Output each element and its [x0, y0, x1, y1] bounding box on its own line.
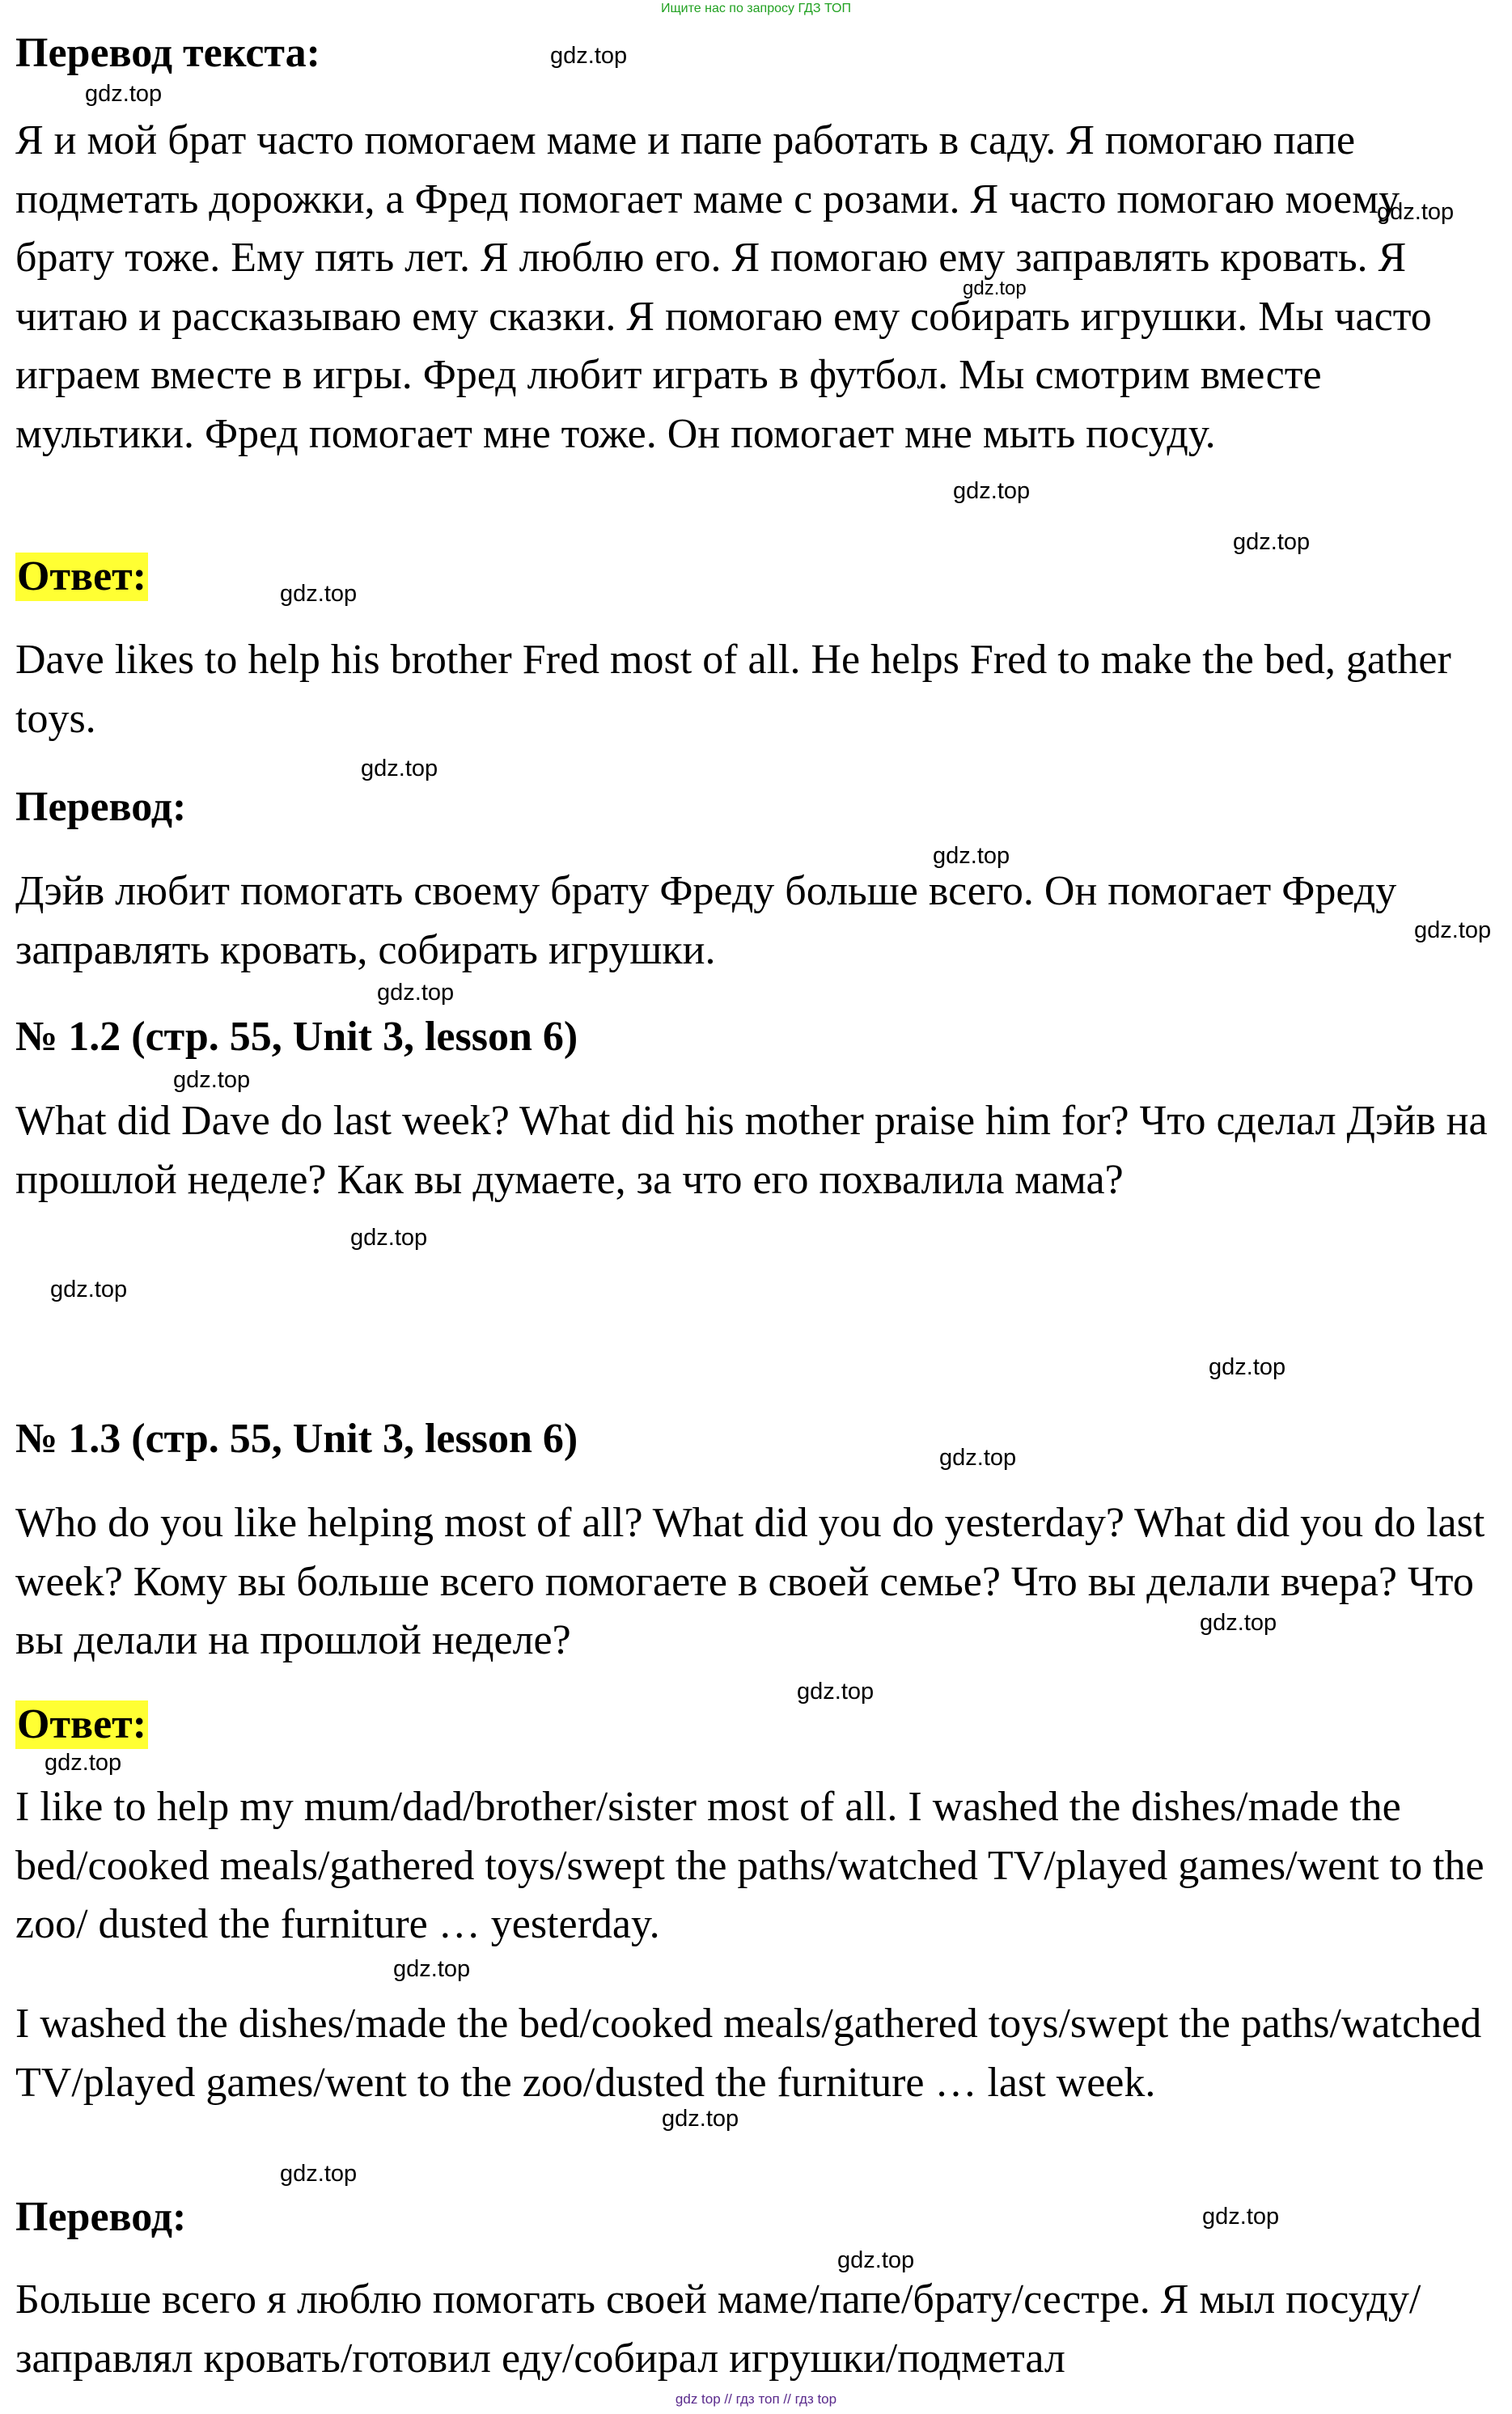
answer2-body-2: [15, 1995, 1496, 2112]
perevod-heading: Перевод:: [15, 784, 187, 830]
perevod1-section: [15, 783, 1496, 832]
perevod-heading: Перевод:: [15, 2194, 187, 2240]
answer-label: Ответ:: [17, 553, 147, 599]
watermark: gdz.top: [1377, 199, 1455, 225]
watermark: gdz.top: [933, 843, 1010, 869]
translation-text: Я и мой брат часто помогаем маме и папе работать в саду. Я помогаю папе подметать дорожки, а Фред помогает маме с розами. Я часто помогаю моему брату тоже. Ему пять лет. Я люблю его. Я помогаю ему заправлять кровать. Я читаю и рассказываю ему сказки. Я помогаю ему собирать игрушки. Мы часто играем вместе в игры. Фред любит играть в футбол. Мы смотрим вместе мультики. Фред помогает мне тоже. Он помогает мне мыть посуду.: [15, 117, 1432, 457]
perevod-text: Дэйв любит помогать своему брату Фреду больше всего. Он помогает Фреду заправлять кровать, собирать игрушки.: [15, 868, 1397, 973]
watermark: gdz.top: [797, 1679, 875, 1705]
watermark: gdz.top: [50, 1277, 128, 1302]
watermark: gdz.top: [550, 43, 628, 69]
answer-text: I like to help my mum/dad/brother/sister most of all. I washed the dishes/made the bed/cooked meals/gathered toys/swept the paths/watched TV/played games/went to the zoo/ dusted the furniture … yesterday.: [15, 1784, 1484, 1947]
watermark: gdz.top: [173, 1067, 251, 1093]
answer-text: Dave likes to help his brother Fred most of all. He helps Fred to make the bed, gather toys.: [15, 637, 1451, 742]
translation-section: [15, 29, 1496, 78]
perevod-text: Больше всего я люблю помогать своей маме/папе/брату/сестре. Я мыл посуду/заправлял кровать/готовил еду/собирал игрушки/подметал: [15, 2276, 1421, 2382]
watermark: gdz.top: [1233, 529, 1311, 555]
task-heading: № 1.2 (стр. 55, Unit 3, lesson 6): [15, 1014, 578, 1060]
answer1-body: [15, 631, 1496, 748]
answer-text: I washed the dishes/made the bed/cooked meals/gathered toys/swept the paths/watched TV/played games/went to the zoo/dusted the furniture … last week.: [15, 2001, 1482, 2106]
watermark: gdz.top: [44, 1750, 122, 1776]
perevod1-body: [15, 862, 1496, 980]
watermark: gdz.top: [953, 478, 1031, 504]
watermark: gdz.top: [1202, 2204, 1280, 2230]
task-text: What did Dave do last week? What did his mother praise him for? Что сделал Дэйв на прошлой неделе? Как вы думаете, за что его похвалила мама?: [15, 1098, 1488, 1203]
watermark: gdz.top: [1209, 1354, 1286, 1380]
task-1-2: [15, 1013, 1496, 1061]
footer-links: gdz top // гдз топ // гдз top: [675, 2391, 837, 2407]
answer-label: Ответ:: [17, 1701, 147, 1747]
watermark: gdz.top: [350, 1225, 428, 1251]
watermark: gdz.top: [662, 2106, 739, 2132]
task-heading: № 1.3 (стр. 55, Unit 3, lesson 6): [15, 1416, 578, 1462]
answer2-section: [15, 1700, 1496, 1749]
translation-heading: Перевод текста:: [15, 30, 320, 76]
watermark: gdz.top: [939, 1445, 1017, 1471]
watermark: gdz.top: [85, 81, 163, 107]
top-banner: Ищите нас по запросу ГДЗ ТОП: [661, 2, 851, 15]
task-1-2-body: [15, 1092, 1496, 1209]
watermark: gdz.top: [361, 756, 438, 781]
task-1-3-body: [15, 1494, 1496, 1671]
answer2-body: [15, 1778, 1496, 1954]
translation-body: [15, 112, 1496, 464]
watermark: gdz.top: [1414, 917, 1492, 943]
watermark: gdz.top: [377, 980, 455, 1006]
answer1-section: [15, 553, 1496, 601]
watermark: gdz.top: [393, 1956, 471, 1982]
task-text: Who do you like helping most of all? What did you do yesterday? What did you do last week? Кому вы больше всего помогаете в своей семье? Что вы делали вчера? Что вы делали на прошлой неделе?: [15, 1500, 1485, 1663]
watermark: gdz.top: [963, 277, 1027, 299]
perevod2-body: [15, 2271, 1496, 2388]
task-1-3: [15, 1415, 1496, 1463]
watermark: gdz.top: [1200, 1610, 1277, 1636]
watermark: gdz.top: [280, 2161, 358, 2187]
watermark: gdz.top: [280, 581, 358, 607]
watermark: gdz.top: [837, 2247, 915, 2273]
